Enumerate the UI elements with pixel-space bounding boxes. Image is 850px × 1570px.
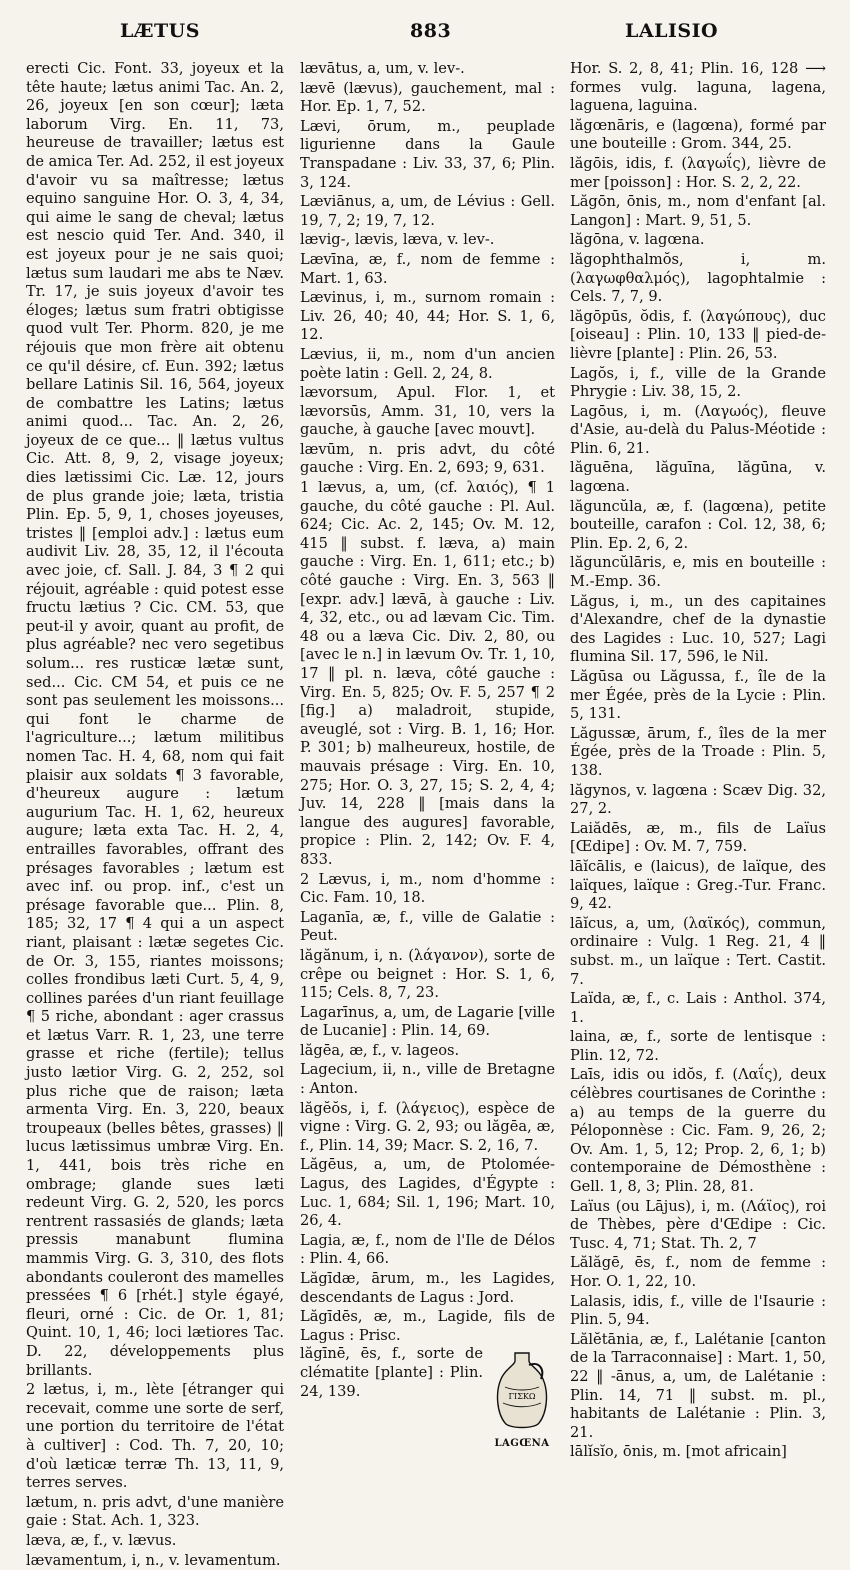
- entry: lævūm, n. pris advt, du côté gauche : Virg. En. 2, 693; 9, 631.: [300, 441, 555, 478]
- entry: Lăgūsa ou Lăgussa, f., île de la mer Égée, près de la Lycie : Plin. 5, 131.: [570, 668, 826, 724]
- column-2: [300, 60, 555, 1365]
- entry: læva, æ, f., v. lævus.: [26, 1532, 284, 1551]
- lagoena-jug-drawing: [489, 1347, 555, 1435]
- entry: lāĭcālis, e (laicus), de laïque, des laïques, laïque : Greg.-Tur. Franc. 9, 42.: [570, 858, 826, 914]
- entry: 2 lætus, i, m., lète [étranger qui recevait, comme une sorte de serf, une portion du territoire de l'état à cultiver] : Cod. Th. 7, 20, 10; d'où læticæ terræ Th. 13, 11, 9, terres serves.: [26, 1381, 284, 1493]
- entry: lăguncŭlāris, e, mis en bouteille : M.-Emp. 36.: [570, 554, 826, 591]
- entry: lævātus, a, um, v. lev-.: [300, 60, 555, 79]
- entry: Lăgēus, a, um, de Ptolomée-Lagus, des Lagides, d'Égypte : Luc. 1, 684; Sil. 1, 196; Mart. 10, 26, 4.: [300, 1156, 555, 1230]
- entry: lăgophthalmŏs, i, m. (λαγωφθαλμός), lagophtalmie : Cels. 7, 7, 9.: [570, 251, 826, 307]
- entry: Lævinus, i, m., surnom romain : Liv. 26, 40; 40, 44; Hor. S. 1, 6, 12.: [300, 289, 555, 345]
- entry: lăguēna, lăguīna, lăgūna, v. lagœna.: [570, 459, 826, 496]
- column-1: [26, 60, 284, 1365]
- entry: Lăgōn, ōnis, m., nom d'enfant [al. Langon] : Mart. 9, 51, 5.: [570, 193, 826, 230]
- jug-inscription: ΓΙΣΚΩ: [509, 1392, 536, 1401]
- entry: Laīs, idis ou idŏs, f. (Λαΐς), deux célèbres courtisanes de Corinthe : a) au temps de la guerre du Péloponnèse : Cic. Fam. 9, 26, 2; Ov. Am. 1, 5, 12; Prop. 2, 6, 1; b) contemporaine de Démosthène : Gell. 1, 8, 3; Plin. 28, 81.: [570, 1066, 826, 1196]
- entry: 2 Lævus, i, m., nom d'homme : Cic. Fam. 10, 18.: [300, 871, 555, 908]
- entry: lævamentum, i, n., v. levamentum.: [26, 1552, 284, 1570]
- entry: laina, æ, f., sorte de lentisque : Plin. 12, 72.: [570, 1028, 826, 1065]
- illustration-caption: LAGŒNA: [489, 1435, 555, 1454]
- lagoena-illustration: [489, 1347, 555, 1447]
- entry: Lagōus, i, m. (Λαγωός), fleuve d'Asie, au-delà du Palus-Méotide : Plin. 6, 21.: [570, 403, 826, 459]
- entry: Laïus (ou Lājus), i, m. (Λάϊος), roi de Thèbes, père d'Œdipe : Cic. Tusc. 4, 71; Stat. Th. 2, 7: [570, 1198, 826, 1254]
- entry: Lævi, ōrum, m., peuplade ligurienne dans la Gaule Transpadane : Liv. 33, 37, 6; Plin. 3, 124.: [300, 118, 555, 192]
- entry: Lagarīnus, a, um, de Lagarie [ville de Lucanie] : Plin. 14, 69.: [300, 1004, 555, 1041]
- entry: lăgynos, v. lagœna : Scæv Dig. 32, 27, 2.: [570, 782, 826, 819]
- entry: lāĭcus, a, um, (λαϊκός), commun, ordinaire : Vulg. 1 Reg. 21, 4 ‖ subst. m., un laïque : Tert. Castit. 7.: [570, 915, 826, 989]
- entry: lăgĕŏs, i, f. (λάγειος), espèce de vigne : Virg. G. 2, 93; ou lăgēa, æ, f., Plin. 14, 39; Macr. S. 2, 16, 7.: [300, 1100, 555, 1156]
- entry: erecti Cic. Font. 33, joyeux et la tête haute; lætus animi Tac. An. 2, 26, joyeux [en son cœur]; læta laborum Virg. En. 11, 73, heureuse de travailler; lætus est de amica Ter. Ad. 252, il est joyeux d'avoir vu sa maîtresse; lætus equino sanguine Hor. O. 3, 4, 34, qui aime le sang de cheval; lætus est nescio quid Ter. And. 340, il est joyeux pour je ne sais quoi; lætus sum laudari me abs te Næv. Tr. 17, je suis joyeux d'avoir tes éloges; lætus sum fratri obtigisse quod vult Ter. Phorm. 820, je me réjouis que mon frère ait obtenu ce qu'il désire, cf. Eun. 392; lætus bellare Latinis Sil. 16, 564, joyeux de combattre les Latins; lætus animi quod... Tac. An. 2, 26, joyeux de ce que... ‖ lætus vultus Cic. Att. 8, 9, 2, visage joyeux; dies lætissimi Cic. Læ. 12, jours de plus grande joie; læta, tristia Plin. Ep. 5, 9, 1, choses joyeuses, tristes ‖ [emploi adv.] : lætus eum audivit Liv. 28, 35, 12, il l'écouta avec joie, cf. Sall. J. 84, 3 ¶ 2 qui réjouit, agréable : quid potest esse fructu lætius ? Cic. CM. 53, que peut-il y avoir, quant au profit, de plus agréable? nec vero segetibus solum... res rusticæ lætæ sunt, sed... Cic. CM 54, et puis ce ne sont pas seulement les moissons... qui font le charme de l'agriculture...; lætum militibus nomen Tac. H. 4, 68, nom qui fait plaisir aux soldats ¶ 3 favorable, d'heureux augure : lætum augurium Tac. H. 1, 62, heureux augure; læta exta Tac. H. 2, 4, entrailles favorables, offrant des présages favorables ; lætum est avec inf. ou prop. inf., c'est un présage favorable que... Plin. 8, 185; 32, 17 ¶ 4 qui a un aspect riant, plaisant : lætæ segetes Cic. de Or. 3, 155, riantes moissons; colles frondibus læti Curt. 5, 4, 9, collines parées d'un riant feuillage ¶ 5 riche, abondant : ager crassus et lætus Varr. R. 1, 23, une terre grasse et riche (fertile); tellus justo lætior Virg. G. 2, 252, sol plus riche que de raison; læta armenta Virg. En. 3, 220, beaux troupeaux (belles bêtes, grasses) ‖ lucus lætissimus umbræ Virg. En. 1, 441, bois très riche en ombrage; glande sues læti redeunt Virg. G. 2, 520, les porcs rentrent rassasiés de glands; læta pressis manabunt flumina mammis Virg. G. 3, 310, des flots abondants couleront des mamelles pressées ¶ 6 [rhét.] style égayé, fleuri, orné : Cic. de Or. 1, 81; Quint. 10, 1, 46; loci lætiores Tac. D. 22, développements plus brillants.: [26, 60, 284, 1380]
- entry: Lăgussæ, ārum, f., îles de la mer Égée, près de la Troade : Plin. 5, 138.: [570, 725, 826, 781]
- entry: lālĭsĭo, ōnis, m. [mot africain]: [570, 1443, 826, 1462]
- column-3: [570, 60, 826, 1365]
- page-header: [0, 20, 850, 48]
- header-right-headword: LALISIO: [625, 20, 718, 42]
- entry: lăguncŭla, æ, f. (lagœna), petite bouteille, carafon : Col. 12, 38, 6; Plin. Ep. 2, 6, 2.: [570, 498, 826, 554]
- entry: lævē (lævus), gauchement, mal : Hor. Ep. 1, 7, 52.: [300, 80, 555, 117]
- entry: Læviānus, a, um, de Lévius : Gell. 19, 7, 2; 19, 7, 12.: [300, 193, 555, 230]
- entry: Lălĕtānia, æ, f., Lalétanie [canton de la Tarraconnaise] : Mart. 1, 50, 22 ‖ -ānus, a, um, de Lalétanie : Plin. 14, 71 ‖ subst. m. pl., habitants de Lalétanie : Plin. 3, 21.: [570, 1331, 826, 1443]
- entry: Lagia, æ, f., nom de l'Ile de Délos : Plin. 4, 66.: [300, 1232, 555, 1269]
- entry: Laiădēs, æ, m., fils de Laïus [Œdipe] : Ov. M. 7, 759.: [570, 820, 826, 857]
- entry: Lăgīdæ, ārum, m., les Lagides, descendants de Lagus : Jord.: [300, 1270, 555, 1307]
- entry: lætum, n. pris advt, d'une manière gaie : Stat. Ach. 1, 323.: [26, 1494, 284, 1531]
- entry: Lævius, ii, m., nom d'un ancien poète latin : Gell. 2, 24, 8.: [300, 346, 555, 383]
- entry: Laïda, æ, f., c. Lais : Anthol. 374, 1.: [570, 990, 826, 1027]
- entry: Hor. S. 2, 8, 41; Plin. 16, 128 ⟶ formes vulg. laguna, lagena, laguena, laguina.: [570, 60, 826, 116]
- entry: 1 lævus, a, um, (cf. λαιός), ¶ 1 gauche, du côté gauche : Pl. Aul. 624; Cic. Ac. 2, 145; Ov. M. 12, 415 ‖ subst. f. læva, a) main gauche : Virg. En. 1, 611; etc.; b) côté gauche : Virg. En. 3, 563 ‖ [expr. adv.] lævā, à gauche : Liv. 4, 32, etc., ou ad lævam Cic. Tim. 48 ou a læva Cic. Div. 2, 80, ou [avec le n.] in lævum Ov. Tr. 1, 10, 17 ‖ pl. n. læva, côté gauche : Virg. En. 5, 825; Ov. F. 5, 257 ¶ 2 [fig.] a) maladroit, stupide, aveuglé, sot : Virg. B. 1, 16; Hor. P. 301; b) malheureux, hostile, de mauvais présage : Virg. En. 10, 275; Hor. O. 3, 27, 15; S. 2, 4, 4; Juv. 14, 228 ‖ [mais dans la langue des augures] favorable, propice : Plin. 2, 142; Ov. F. 4, 833.: [300, 479, 555, 869]
- entry: lævorsum, Apul. Flor. 1, et lævorsūs, Amm. 31, 10, vers la gauche, à gauche [avec mouvt].: [300, 384, 555, 440]
- entry: Lălăgē, ēs, f., nom de femme : Hor. O. 1, 22, 10.: [570, 1254, 826, 1291]
- entry: Lalasis, idis, f., ville de l'Isaurie : Plin. 5, 94.: [570, 1293, 826, 1330]
- entry: Lăgus, i, m., un des capitaines d'Alexandre, chef de la dynastie des Lagides : Luc. 10, 527; Lagi flumina Sil. 17, 596, le Nil.: [570, 593, 826, 667]
- page-number: 883: [410, 20, 451, 42]
- entry: lăgœnāris, e (lagœna), formé par une bouteille : Grom. 344, 25.: [570, 117, 826, 154]
- entry: Laganīa, æ, f., ville de Galatie : Peut.: [300, 909, 555, 946]
- entry: Lagŏs, i, f., ville de la Grande Phrygie : Liv. 38, 15, 2.: [570, 365, 826, 402]
- entry: Lagecium, ii, n., ville de Bretagne : Anton.: [300, 1061, 555, 1098]
- entry: lăgōis, idis, f. (λαγωΐς), lièvre de mer [poisson] : Hor. S. 2, 2, 22.: [570, 155, 826, 192]
- header-left-headword: LÆTUS: [120, 20, 200, 42]
- entry: lăgīnē, ēs, f., sorte de clématite [plante] : Plin. 24, 139.: [300, 1345, 555, 1401]
- entry: lævig-, lævis, læva, v. lev-.: [300, 231, 555, 250]
- entry: lăgēa, æ, f., v. lageos.: [300, 1042, 555, 1061]
- entry: lăgōna, v. lagœna.: [570, 231, 826, 250]
- entry: Lăgīdēs, æ, m., Lagide, fils de Lagus : Prisc.: [300, 1308, 555, 1345]
- entry: lăgōpūs, ŏdis, f. (λαγώπους), duc [oiseau] : Plin. 10, 133 ‖ pied-de-lièvre [plante] : Plin. 26, 53.: [570, 308, 826, 364]
- entry: Lævīna, æ, f., nom de femme : Mart. 1, 63.: [300, 251, 555, 288]
- entry: lăgănum, i, n. (λάγανον), sorte de crêpe ou beignet : Hor. S. 1, 6, 115; Cels. 8, 7, 23.: [300, 947, 555, 1003]
